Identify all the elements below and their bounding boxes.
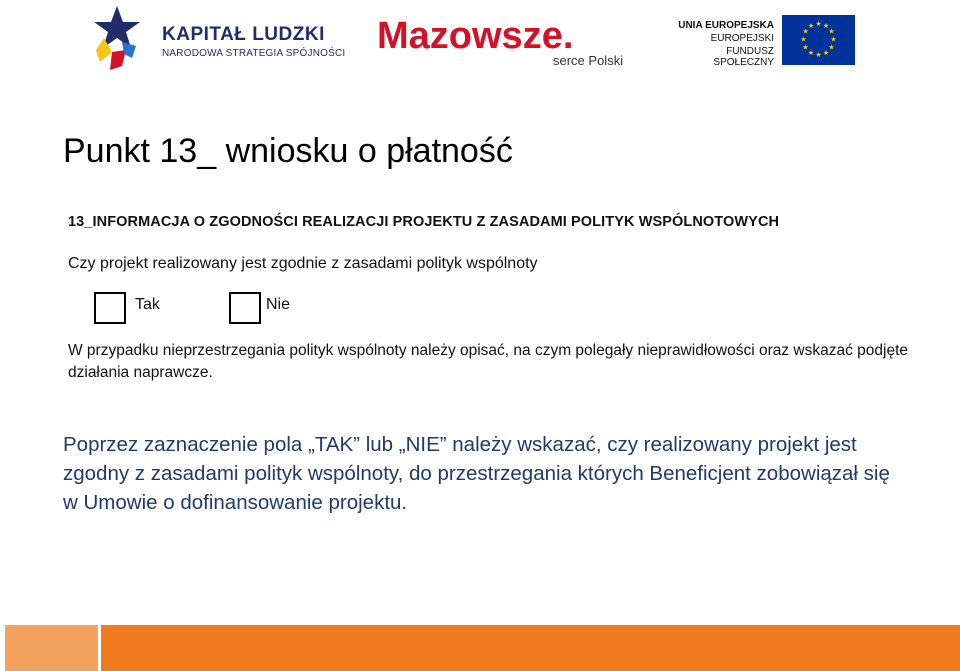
mazowsze-subtitle: serce Polski [553, 53, 624, 68]
kapital-subtitle: NARODOWA STRATEGIA SPÓJNOŚCI [162, 48, 346, 59]
kapital-ludzki-text [162, 24, 345, 59]
svg-text:★: ★ [802, 43, 809, 52]
checkbox-tak-label: Tak [135, 296, 160, 313]
bottom-bar-main-segment [101, 625, 960, 671]
form-note: W przypadku nieprzestrzegania polityk wspólnoty należy opisać, na czym polegały nieprawidłowości oraz wskazać podjęte działania naprawcze. [68, 342, 908, 381]
svg-text:★: ★ [807, 49, 815, 57]
bottom-bar-light-segment [5, 625, 98, 671]
checkbox-nie-label: Nie [266, 296, 291, 313]
svg-text:★: ★ [822, 49, 830, 57]
kapital-ludzki-star-logo [92, 0, 142, 80]
svg-text:★: ★ [822, 22, 830, 30]
svg-text:★: ★ [830, 35, 837, 44]
eu-line-1: UNIA EUROPEJSKA [678, 20, 774, 31]
eu-text [672, 20, 774, 68]
svg-text:★: ★ [815, 51, 822, 59]
svg-text:★: ★ [800, 35, 807, 44]
svg-text:★: ★ [828, 43, 835, 52]
form-heading: 13_INFORMACJA O ZGODNOŚCI REALIZACJI PROJEKTU Z ZASADAMI POLITYK WSPÓLNOTOWYCH [68, 214, 780, 230]
svg-text:★: ★ [807, 22, 815, 30]
checkbox-nie[interactable] [229, 292, 261, 324]
svg-text:★: ★ [802, 27, 809, 36]
page-title: Punkt 13_ wniosku o płatność [63, 132, 513, 170]
svg-text:★: ★ [828, 27, 835, 36]
svg-text:★: ★ [815, 20, 822, 28]
form-question: Czy projekt realizowany jest zgodnie z zasadami polityk wspólnoty [68, 255, 538, 272]
checkbox-tak[interactable] [94, 292, 126, 324]
body-paragraph: Poprzez zaznaczenie pola „TAK” lub „NIE” należy wskazać, czy realizowany projekt jest zgodny z zasadami polityk wspólnoty, do przestrzegania których Beneficjent zobowiązał się w Umowie o dofinansowanie projektu. [63, 433, 890, 514]
mazowsze-logo-text: Mazowsze. [377, 15, 574, 57]
eu-flag-icon [782, 15, 855, 65]
eu-line-3: FUNDUSZ SPOŁECZNY [713, 46, 774, 68]
kapital-title: KAPITAŁ LUDZKI [162, 24, 325, 45]
eu-line-2: EUROPEJSKI [710, 33, 774, 44]
logo-strip [92, 0, 873, 80]
bottom-bar [5, 625, 960, 671]
